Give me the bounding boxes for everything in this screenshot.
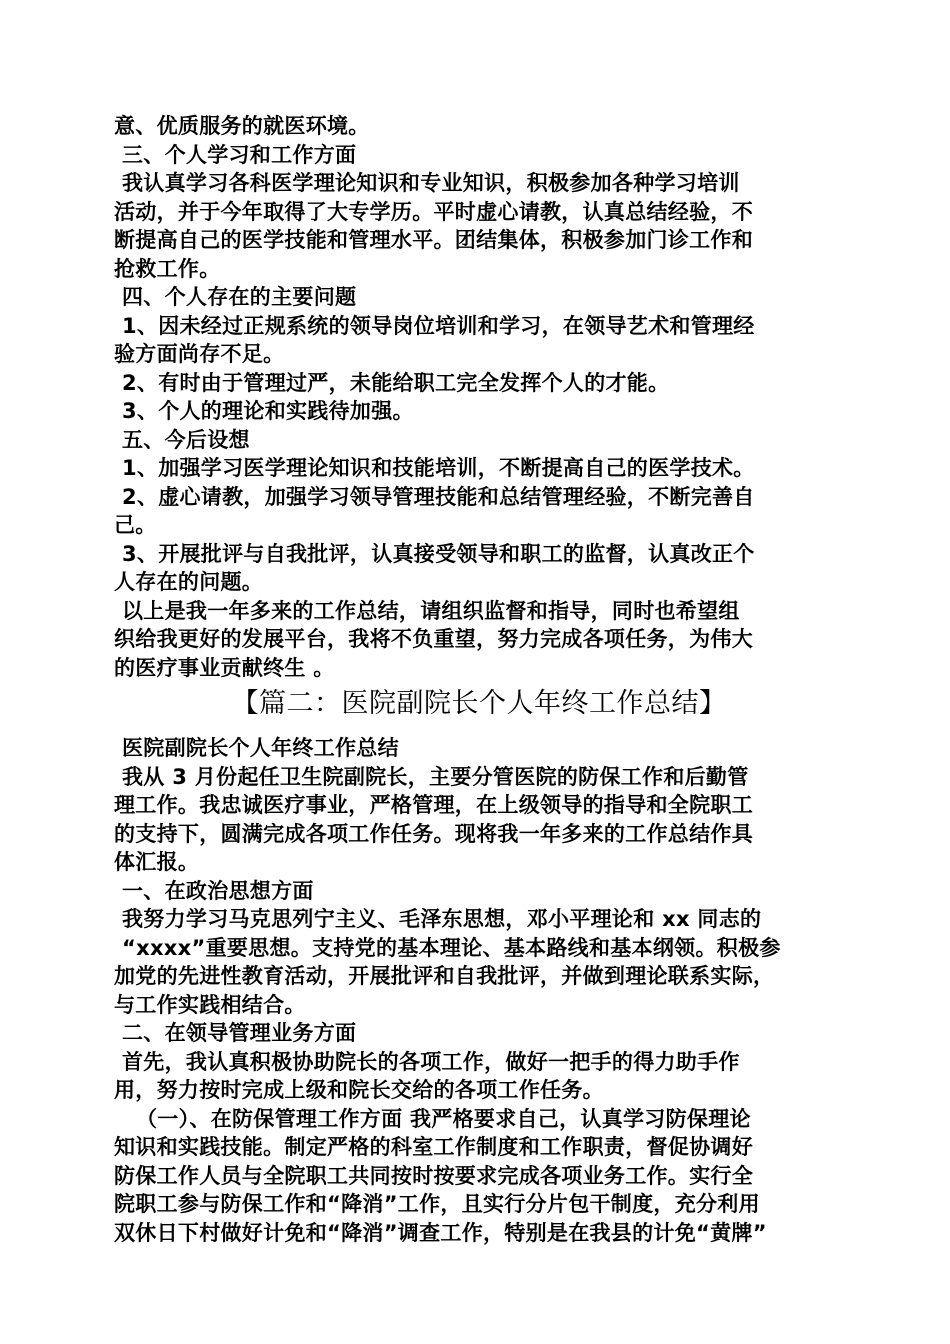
document-body-part2 [114, 734, 844, 1247]
text-line: 五、今后设想 [122, 427, 250, 452]
text-line: 一、在政治思想方面 [122, 878, 314, 903]
text-line: 织给我更好的发展平台，我将不负重望，努力完成各项任务，为伟大 [114, 627, 753, 651]
text-line: 我努力学习马克思列宁主义、毛泽东思想，邓小平理论和 xx 同志的 [122, 907, 762, 931]
text-line: 2、有时由于管理过严，未能给职工完全发挥个人的才能。 [122, 370, 670, 395]
text-line: 己。 [114, 513, 157, 537]
text-line: 人存在的问题。 [114, 570, 264, 594]
text-line: 3、开展批评与自我批评，认真接受领导和职工的监督，认真改正个 [122, 541, 755, 566]
text-line: 的支持下，圆满完成各项工作任务。现将我一年多来的工作总结作具 [114, 821, 753, 846]
text-line: 3、个人的理论和实践待加强。 [122, 399, 414, 423]
text-line: 三、个人学习和工作方面 [122, 142, 357, 167]
text-line: 2、虚心请教，加强学习领导管理技能和总结管理经验，不断完善自 [122, 484, 755, 509]
text-line: 断提高自己的医学技能和管理水平。团结集体，积极参加门诊工作和 [114, 228, 753, 252]
text-line: 理工作。我忠诚医疗事业，严格管理，在上级领导的指导和全院职工 [114, 793, 753, 817]
text-line: 意、优质服务的就医环境。 [114, 114, 370, 138]
document-page [114, 112, 844, 1247]
text-line: 双休日下村做好计免和“降消”调查工作，特别是在我县的计免“黄牌” [114, 1220, 767, 1245]
text-line: 用，努力按时完成上级和院长交给的各项工作任务。 [114, 1078, 604, 1102]
text-line: 四、个人存在的主要问题 [122, 285, 357, 309]
text-line: 加党的先进性教育活动，开展批评和自我批评，并做到理论联系实际， [114, 964, 775, 988]
text-line: 我从 3 月份起任卫生院副院长，主要分管医院的防保工作和后勤管 [122, 764, 749, 789]
text-line: 抢救工作。 [114, 256, 221, 281]
text-line: 知识和实践技能。制定严格的科室工作制度和工作职责，督促协调好 [114, 1135, 753, 1159]
text-line: （一）、在防保管理工作方面 我严格要求自己，认真学习防保理论 [136, 1106, 751, 1131]
section-title: 【篇二：医院副院长个人年终工作总结】 [231, 688, 727, 719]
text-line: “xxxx”重要思想。支持党的基本理论、基本路线和基本纲领。积极参 [122, 935, 781, 960]
text-line: 二、在领导管理业务方面 [122, 1021, 357, 1045]
document-body-part1 [114, 112, 844, 682]
text-line: 防保工作人员与全院职工共同按时按要求完成各项业务工作。实行全 [114, 1163, 753, 1188]
text-line: 活动，并于今年取得了大专学历。平时虚心请教，认真总结经验，不 [114, 199, 753, 224]
text-line: 院职工参与防保工作和“降消”工作，且实行分片包干制度，充分利用 [114, 1192, 760, 1216]
text-line: 1、因未经过正规系统的领导岗位培训和学习，在领导艺术和管理经 [122, 313, 755, 338]
text-line: 1、加强学习医学理论知识和技能培训，不断提高自己的医学技术。 [122, 456, 755, 480]
text-line: 我认真学习各科医学理论知识和专业知识，积极参加各种学习培训 [122, 171, 740, 195]
text-line: 医院副院长个人年终工作总结 [122, 736, 399, 760]
text-line: 验方面尚存不足。 [114, 342, 285, 366]
text-line: 首先，我认真积极协助院长的各项工作，做好一把手的得力助手作 [122, 1049, 740, 1074]
text-line: 体汇报。 [114, 850, 200, 874]
text-line: 以上是我一年多来的工作总结，请组织监督和指导，同时也希望组 [122, 598, 740, 623]
text-line: 与工作实践相结合。 [114, 992, 306, 1017]
text-line: 的医疗事业贡献终生 。 [114, 655, 335, 680]
